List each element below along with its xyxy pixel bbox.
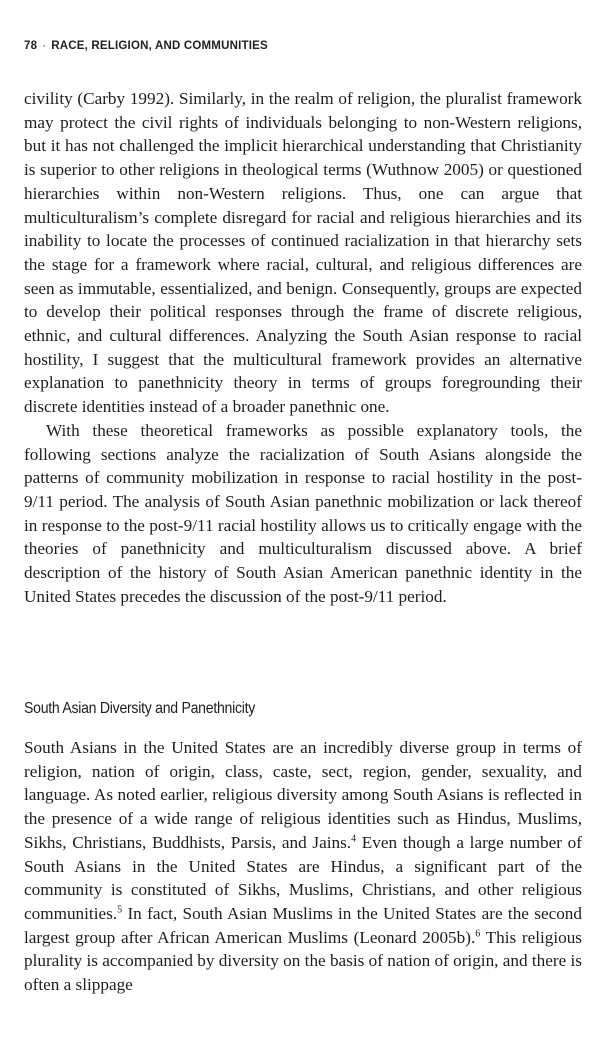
running-title: RACE, RELIGION, AND COMMUNITIES (51, 40, 268, 52)
section-heading: South Asian Diversity and Panethnicity (24, 700, 256, 717)
paragraph (24, 736, 582, 997)
page-number: 78 (24, 40, 38, 52)
paragraph: With these theoretical frameworks as possible explanatory tools, the following sections analyze the racialization of South Asians alongside the patterns of community mobilization in response to racial hostility in the post-9/11 period. The analysis of South Asian panethnic mobilization or lack thereof in response to the post-9/11 racial hostility allows us to critically engage with the theories of panethnicity and multiculturalism discussed above. A brief description of the history of South Asian American panethnic identity in the United States precedes the discussion of the post-9/11 period. (24, 420, 582, 606)
paragraph-continued: civility (Carby 1992). Similarly, in the realm of religion, the pluralist framework may protect the civil rights of individuals belonging to non-Western religions, but it has not challenged the implicit hierarchical understanding that Christianity is superior to other religions in theological terms (Wuthnow 2005) or questioned hierarchies within non-Western religions. Thus, one can argue that multiculturalism’s complete disregard for racial and religious hierarchies and its inability to locate the processes of continued racialization in that hierarchy sets the stage for a framework where racial, cultural, and religious differences are seen as immutable, essentialized, and benign. Consequently, groups are expected to develop their political responses through the frame of discrete religious, ethnic, and cultural differences. Analyzing the South Asian response to racial hostility, I suggest that the multicultural framework provides an alternative explanation to panethnicity theory in terms of groups foregrounding their discrete identities instead of a broader panethnic one. (24, 89, 582, 417)
paragraph-text: This religious plurality is accompanied by diversity on the basis of nation of origin, and there is often a slippage (24, 927, 582, 995)
endnote-marker[interactable]: 5 (117, 904, 123, 916)
body-text-section (24, 736, 582, 997)
paragraph-text: South Asians in the United States are an incredibly diverse group in terms of religion, nation of origin, class, caste, sect, region, gender, sexuality, and language. As noted earlier, religious diversity among South Asians is reflected in the presence of a wide range of religious identities such as Hindus, Muslims, Sikhs, Christians, Buddhists, Parsis, and Jains. (24, 738, 582, 852)
endnote-marker[interactable]: 4 (351, 833, 357, 845)
running-header (24, 40, 268, 52)
paragraph-text: Even though a large number of South Asians in the United States are Hindus, a significant part of the community is constituted of Sikhs, Muslims, Christians, and other religious communities. (24, 832, 582, 923)
body-text-top (24, 87, 582, 608)
endnote-marker[interactable]: 6 (475, 927, 481, 939)
paragraph-text: In fact, South Asian Muslims in the United States are the second largest group after African American Muslims (Leonard 2005b). (24, 903, 582, 947)
header-separator: · (42, 40, 47, 52)
